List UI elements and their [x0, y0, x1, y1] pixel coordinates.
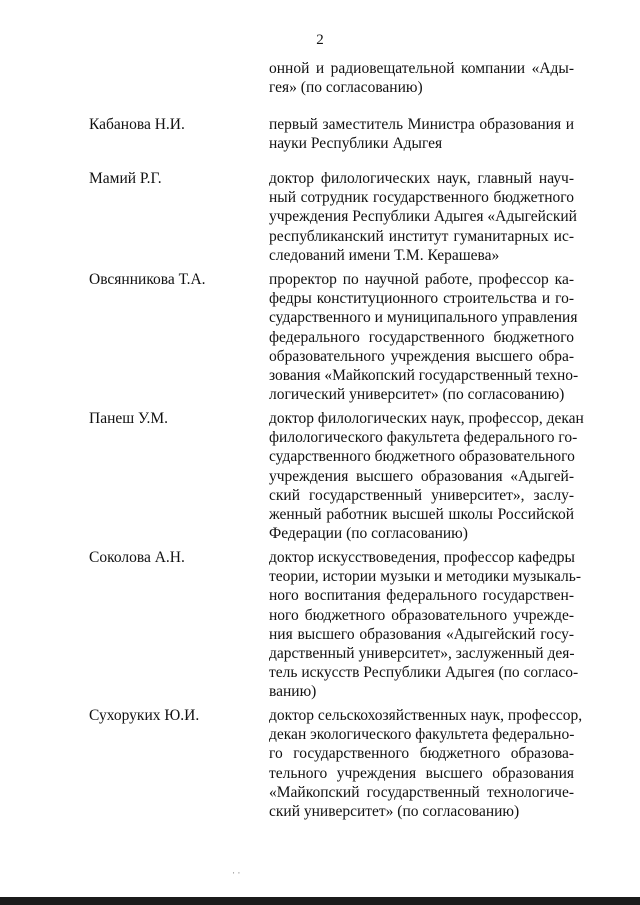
description-line: первый заместитель Министра образования и — [269, 116, 574, 133]
description-line: доктор филологических наук, профессор, декан — [269, 410, 584, 427]
description-line: ния высшего образования «Адыгейский госу- — [269, 625, 574, 643]
description-line: доктор искусствоведения, профессор кафедры — [269, 549, 575, 566]
description-line: следований имени Т.М. Керашева» — [269, 246, 500, 264]
description-line: науки Республики Адыгея — [269, 135, 443, 153]
member-description — [269, 59, 574, 97]
description-line: ного воспитания федерального государствен- — [269, 587, 574, 605]
member-name: Овсянникова Т.А. — [89, 271, 206, 288]
description-line: ного бюджетного образовательного учрежде- — [269, 606, 574, 624]
description-line: онной и радиовещательной компании «Ады- — [269, 60, 574, 77]
description-line: женный работник высшей школы Российской — [269, 505, 574, 523]
member-description — [269, 706, 583, 821]
page-number: 2 — [316, 32, 324, 48]
description-line: филологического факультета федерального го- — [269, 429, 578, 447]
member-name: Мамий Р.Г. — [89, 170, 162, 187]
description-line: республиканский институт гуманитарных ис- — [269, 227, 574, 245]
description-line: «Майкопский государственный технологиче- — [269, 783, 574, 801]
description-line: декан экологического факультета федерально- — [269, 726, 575, 744]
description-line: логический университет» (по согласованию) — [269, 386, 565, 404]
description-line: учреждения высшего образования «Адыгей- — [269, 467, 574, 485]
description-line: зования «Майкопский государственный техно- — [269, 366, 579, 384]
member-name: Кабанова Н.И. — [89, 116, 185, 133]
member-name: Панеш У.М. — [89, 410, 169, 427]
description-line: Федерации (по согласованию) — [269, 525, 468, 543]
member-name: Соколова А.Н. — [89, 549, 185, 566]
description-line: доктор филологических наук, главный науч- — [269, 170, 574, 187]
page-bottom-edge — [0, 897, 640, 905]
description-line: ский университет» (по согласованию) — [269, 802, 520, 820]
description-line: ный сотрудник государственного бюджетного — [269, 189, 574, 207]
description-line: го государственного бюджетного образова- — [269, 745, 574, 763]
member-name: Сухоруких Ю.И. — [89, 707, 200, 724]
description-line: проректор по научной работе, профессор ка- — [269, 271, 574, 288]
description-line: сударственного бюджетного образовательного — [269, 448, 575, 466]
description-line: федерального государственного бюджетного — [269, 328, 574, 346]
description-line: образовательного учреждения высшего обра- — [269, 347, 574, 365]
member-description — [269, 270, 579, 404]
description-line: федры конституционного строительства и го- — [269, 290, 574, 308]
member-description — [269, 169, 577, 265]
description-line: тель искусств Республики Адыгея (по согласо- — [269, 664, 579, 682]
description-line: теории, истории музыки и методики музыкаль- — [269, 568, 581, 586]
description-line: доктор сельскохозяйственных наук, профессор, — [269, 707, 583, 724]
description-line: ский государственный университет», заслу- — [269, 486, 574, 504]
member-description — [269, 115, 574, 153]
scan-mark: ⋅ ⋅ — [232, 868, 241, 878]
description-line: сударственного и муниципального управления — [269, 309, 578, 327]
description-line: учреждения Республики Адыгея «Адыгейский — [269, 208, 577, 226]
description-line: дарственный университет», заслуженный дея- — [269, 644, 575, 662]
description-line: ванию) — [269, 683, 317, 701]
description-line: гея» (по согласованию) — [269, 79, 423, 97]
description-line: тельного учреждения высшего образования — [269, 764, 574, 782]
member-description — [269, 548, 581, 702]
member-description — [269, 409, 584, 543]
